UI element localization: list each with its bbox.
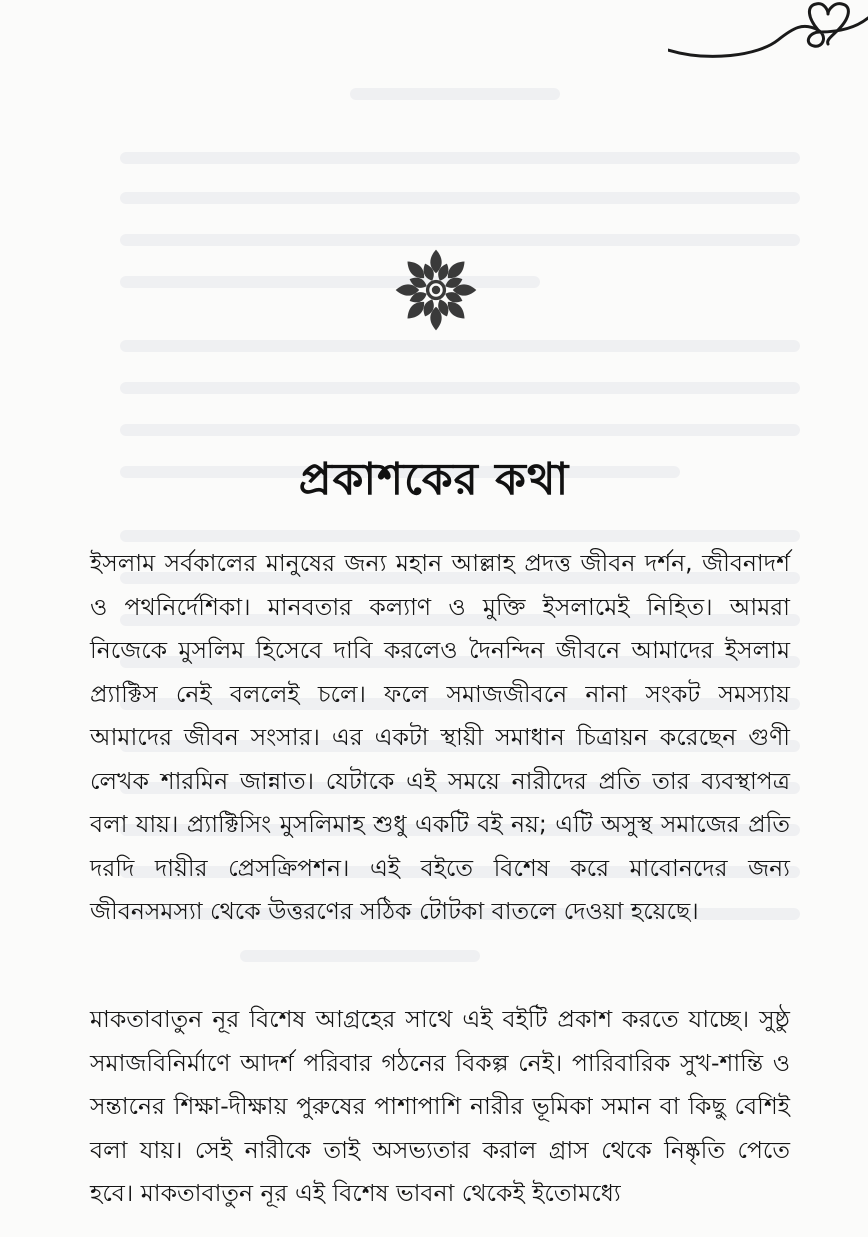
page-title: প্রকাশকের কথা (298, 454, 570, 505)
heart-flourish-icon (668, 0, 868, 70)
body-paragraph-2: মাকতাবাতুন নূর বিশেষ আগ্রহের সাথে এই বইটি প্রকাশ করতে যাচ্ছে। সুষ্ঠু সমাজবিনির্মাণে আদর্শ পরিবার গঠনের বিকল্প নেই। পারিবারিক সুখ-শান্তি ও সন্তানের শিক্ষা-দীক্ষায় পুরুষের পাশাপাশি নারীর ভূমিকা সমান বা কিছু বেশিই বলা যায়। সেই নারীকে তাই অসভ্যতার করাল গ্রাস থেকে নিষ্কৃতি পেতে হবে। মাকতাবাতুন নূর এই বিশেষ ভাবনা থেকেই ইতোমধ্যে (90, 1005, 790, 1207)
mandala-flower-icon (394, 248, 478, 332)
body-paragraph-1: ইসলাম সর্বকালের মানুষের জন্য মহান আল্লাহ প্রদত্ত জীবন দর্শন, জীবনাদর্শ ও পথনির্দেশিকা। মানবতার কল্যাণ ও মুক্তি ইসলামেই নিহিত। আমরা নিজেকে মুসলিম হিসেবে দাবি করলেও দৈনন্দিন জীবনে আমাদের ইসলাম প্র্যাক্টিস নেই বললেই চলে। ফলে সমাজজীবনে নানা সংকট সমস্যায় আমাদের জীবন সংসার। এর একটা স্থায়ী সমাধান চিত্রায়ন করেছেন গুণী লেখক শারমিন জান্নাত। যেটাকে এই সময়ে নারীদের প্রতি তার ব্যবস্থাপত্র বলা যায়। প্র্যাক্টিসিং মুসলিমাহ শুধু একটি বই নয়; এটি অসুস্থ সমাজের প্রতি দরদি দায়ীর প্রেসক্রিপশন। এই বইতে বিশেষ করে মাবোনদের জন্য জীবনসমস্যা থেকে উত্তরণের সঠিক টোটকা বাতলে দেওয়া হয়েছে। (90, 549, 790, 925)
